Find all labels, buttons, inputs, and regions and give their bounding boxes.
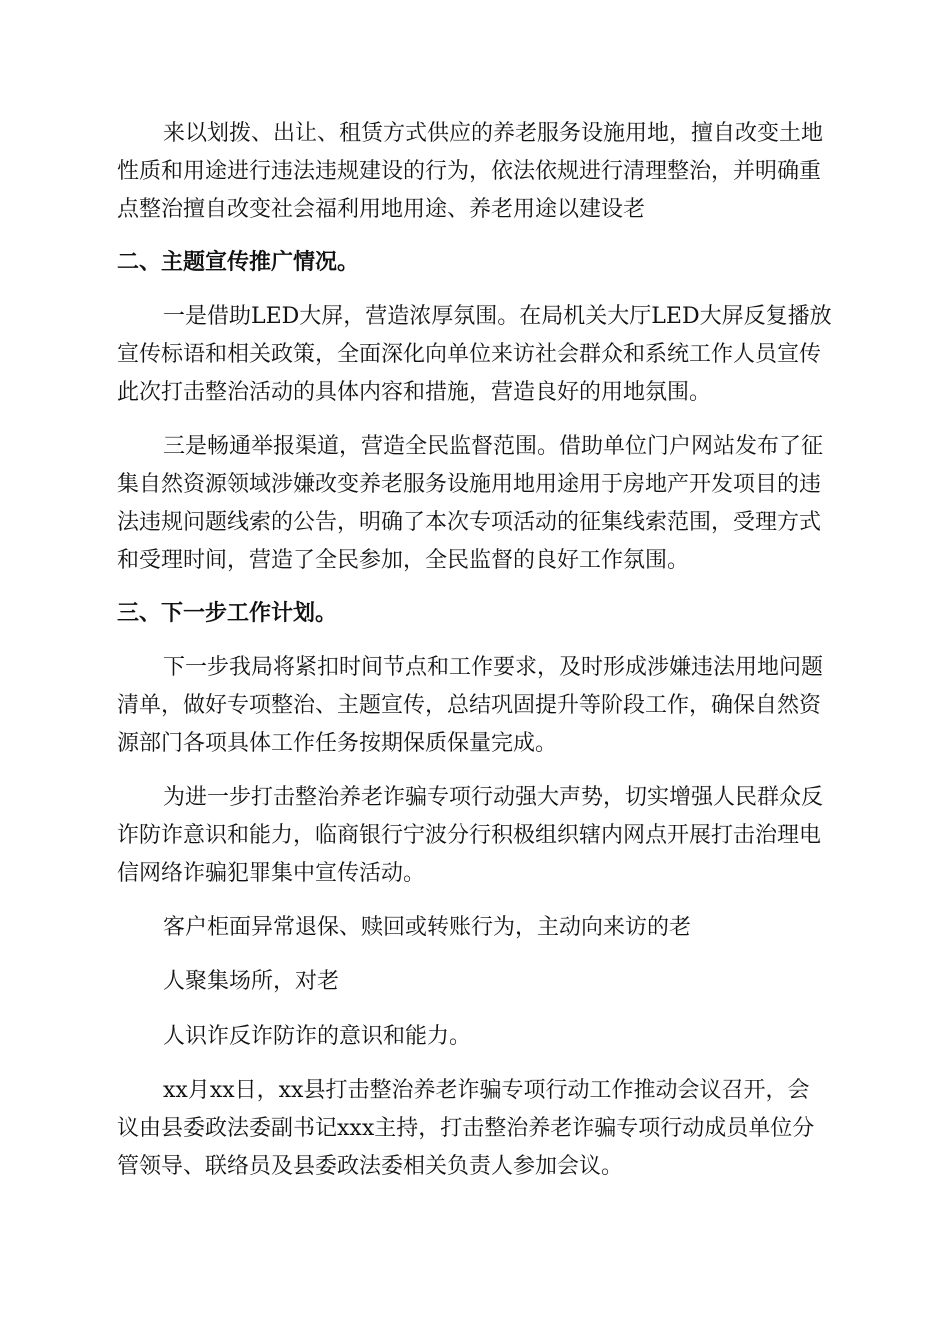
paragraph-2-line-3: 此次打击整治活动的具体内容和措施，营造良好的用地氛围。	[117, 380, 712, 405]
paragraph-2-line-1: 一是借助LED大屏，营造浓厚氛围。在局机关大厅LED大屏反复播放	[163, 304, 832, 329]
paragraph-4-line-2: 清单，做好专项整治、主题宣传，总结巩固提升等阶段工作，确保自然资	[117, 693, 822, 718]
paragraph-3-line-4: 和受理时间，营造了全民参加，全民监督的良好工作氛围。	[117, 548, 690, 573]
paragraph-3-line-3: 法违规问题线索的公告，明确了本次专项活动的征集线索范围，受理方式	[117, 510, 822, 535]
paragraph-2-line-2: 宣传标语和相关政策，全面深化向单位来访社会群众和系统工作人员宣传	[117, 342, 822, 367]
paragraph-1-line-1: 来以划拨、出让、租赁方式供应的养老服务设施用地，擅自改变土地	[163, 121, 824, 146]
paragraph-1-line-2: 性质和用途进行违法违规建设的行为，依法依规进行清理整治，并明确重	[117, 159, 822, 184]
paragraph-9-line-1: xx月xx日，xx县打击整治养老诈骗专项行动工作推动会议召开，会	[163, 1078, 810, 1103]
paragraph-9-line-2: 议由县委政法委副书记xxx主持，打击整治养老诈骗专项行动成员单位分	[117, 1116, 815, 1141]
paragraph-4-line-1: 下一步我局将紧扣时间节点和工作要求，及时形成涉嫌违法用地问题	[163, 655, 824, 680]
paragraph-5-line-2: 诈防诈意识和能力，临商银行宁波分行积极组织辖内网点开展打击治理电	[117, 823, 822, 848]
paragraph-8: 人识诈反诈防诈的意识和能力。	[163, 1024, 472, 1049]
paragraph-3-line-1: 三是畅通举报渠道，营造全民监督范围。借助单位门户网站发布了征	[163, 434, 824, 459]
paragraph-1-line-3: 点整治擅自改变社会福利用地用途、养老用途以建设老	[117, 197, 646, 222]
paragraph-7: 人聚集场所，对老	[163, 969, 340, 994]
paragraph-3-line-2: 集自然资源领域涉嫌改变养老服务设施用地用途用于房地产开发项目的违	[117, 472, 822, 497]
paragraph-5-line-3: 信网络诈骗犯罪集中宣传活动。	[117, 861, 426, 886]
paragraph-9-line-3: 管领导、联络员及县委政法委相关负责人参加会议。	[117, 1154, 624, 1179]
paragraph-5-line-1: 为进一步打击整治养老诈骗专项行动强大声势，切实增强人民群众反	[163, 785, 824, 810]
section-heading-3: 三、下一步工作计划。	[117, 601, 338, 626]
paragraph-4-line-3: 源部门各项具体工作任务按期保质保量完成。	[117, 731, 558, 756]
section-heading-2: 二、主题宣传推广情况。	[117, 250, 360, 275]
paragraph-6: 客户柜面异常退保、赎回或转账行为，主动向来访的老	[163, 915, 692, 940]
